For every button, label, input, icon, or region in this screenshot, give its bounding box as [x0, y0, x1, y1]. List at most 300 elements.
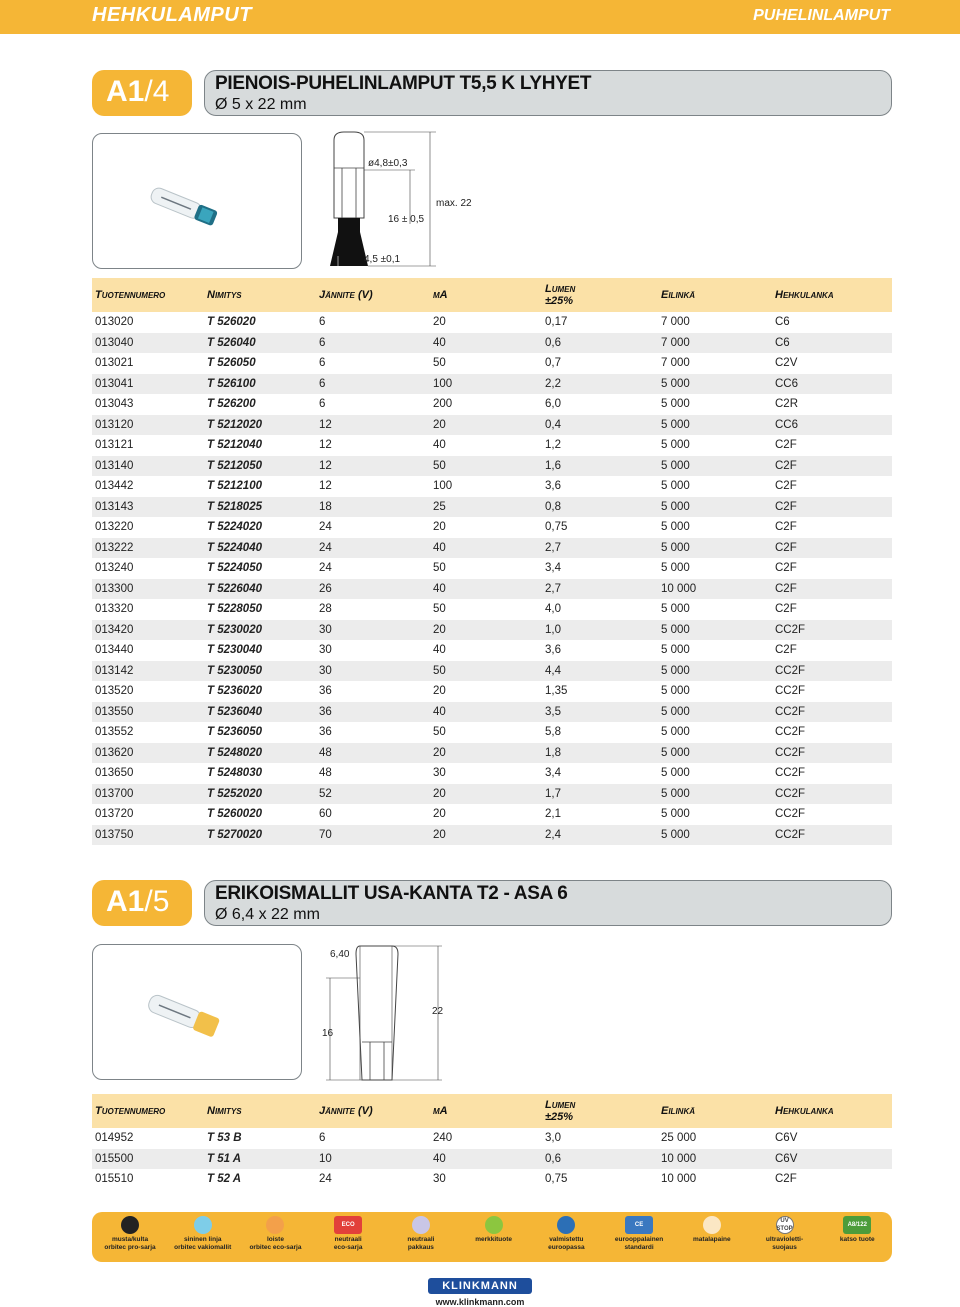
legend-item	[745, 1214, 825, 1252]
legend-sublabel: pakkaus	[407, 1244, 434, 1251]
voltage-cell: 48	[316, 763, 430, 784]
filament-cell: C2F	[772, 558, 892, 579]
milliamp-cell: 40	[430, 435, 542, 456]
lumen-cell: 2,4	[542, 825, 658, 846]
product-number-cell: 013420	[92, 620, 204, 641]
table-row	[92, 784, 892, 805]
lifetime-cell: 5 000	[658, 538, 772, 559]
table-row	[92, 394, 892, 415]
milliamp-cell: 50	[430, 661, 542, 682]
legend-label: merkkituote	[475, 1236, 513, 1243]
package-icon	[412, 1216, 430, 1234]
milliamp-cell: 20	[430, 681, 542, 702]
col-name: Nimitys	[204, 1094, 316, 1128]
table-row	[92, 579, 892, 600]
voltage-cell: 36	[316, 722, 430, 743]
product-number-cell: 013041	[92, 374, 204, 395]
table-row	[92, 476, 892, 497]
milliamp-cell: 40	[430, 702, 542, 723]
product-number-cell: 013720	[92, 804, 204, 825]
filament-cell: CC2F	[772, 681, 892, 702]
lifetime-cell: 5 000	[658, 599, 772, 620]
voltage-cell: 24	[316, 517, 430, 538]
name-cell: T 5270020	[204, 825, 316, 846]
col-milliamp: mA	[430, 1094, 542, 1128]
product-number-cell: 013142	[92, 661, 204, 682]
voltage-cell: 60	[316, 804, 430, 825]
section-badge: A1/4	[92, 70, 192, 116]
legend-label: neutraali	[334, 1236, 362, 1243]
black-bulb-icon	[121, 1216, 139, 1234]
product-number-cell: 013520	[92, 681, 204, 702]
milliamp-cell: 30	[430, 763, 542, 784]
table-row	[92, 1128, 892, 1149]
milliamp-cell: 25	[430, 497, 542, 518]
filament-cell: C2F	[772, 456, 892, 477]
milliamp-cell: 50	[430, 558, 542, 579]
voltage-cell: 36	[316, 681, 430, 702]
filament-cell: C2V	[772, 353, 892, 374]
col-voltage: Jännite (V)	[316, 278, 430, 312]
table-row	[92, 763, 892, 784]
table-row	[92, 640, 892, 661]
legend-item	[672, 1214, 752, 1244]
lumen-cell: 5,8	[542, 722, 658, 743]
lumen-cell: 6,0	[542, 394, 658, 415]
eu-stars-icon	[557, 1216, 575, 1234]
lifetime-cell: 5 000	[658, 661, 772, 682]
table-row	[92, 661, 892, 682]
lumen-cell: 0,8	[542, 497, 658, 518]
glow-bulb-icon	[266, 1216, 284, 1234]
col-name: Nimitys	[204, 278, 316, 312]
filament-cell: C2F	[772, 517, 892, 538]
lifetime-cell: 10 000	[658, 1149, 772, 1170]
milliamp-cell: 40	[430, 1149, 542, 1170]
voltage-cell: 30	[316, 640, 430, 661]
filament-cell: C2F	[772, 435, 892, 456]
product-number-cell: 013442	[92, 476, 204, 497]
milliamp-cell: 30	[430, 1169, 542, 1190]
product-number-cell: 013020	[92, 312, 204, 333]
legend-sublabel: euroopassa	[548, 1244, 585, 1251]
product-number-cell: 013043	[92, 394, 204, 415]
lumen-cell: 4,0	[542, 599, 658, 620]
lifetime-cell: 5 000	[658, 415, 772, 436]
section-subtitle: Ø 6,4 x 22 mm	[215, 906, 320, 923]
lumen-cell: 2,2	[542, 374, 658, 395]
name-cell: T 5224020	[204, 517, 316, 538]
milliamp-cell: 20	[430, 743, 542, 764]
name-cell: T 5228050	[204, 599, 316, 620]
col-product-number: Tuotennumero	[92, 278, 204, 312]
section-badge: A1/5	[92, 880, 192, 926]
lumen-cell: 0,75	[542, 517, 658, 538]
lifetime-cell: 5 000	[658, 456, 772, 477]
subcategory-title: PUHELINLAMPUT	[753, 7, 890, 24]
voltage-cell: 6	[316, 374, 430, 395]
lifetime-cell: 5 000	[658, 763, 772, 784]
lifetime-cell: 5 000	[658, 374, 772, 395]
lamp-photo	[93, 134, 303, 270]
lifetime-cell: 10 000	[658, 1169, 772, 1190]
table-row	[92, 825, 892, 846]
dim-body-length: 16	[322, 1028, 334, 1039]
lumen-cell: 3,6	[542, 640, 658, 661]
lifetime-cell: 7 000	[658, 353, 772, 374]
dim-body-length: 16 ± 0,5	[388, 214, 425, 225]
name-cell: T 5212100	[204, 476, 316, 497]
legend-band	[92, 1212, 892, 1262]
table-row	[92, 538, 892, 559]
klinkmann-logo[interactable]: KLINKMANN	[428, 1278, 532, 1294]
product-number-cell: 013140	[92, 456, 204, 477]
name-cell: T 5212040	[204, 435, 316, 456]
lifetime-cell: 5 000	[658, 640, 772, 661]
filament-cell: C2F	[772, 476, 892, 497]
eco-icon: ECO	[334, 1216, 362, 1234]
voltage-cell: 24	[316, 538, 430, 559]
name-cell: T 52 A	[204, 1169, 316, 1190]
table-row	[92, 620, 892, 641]
lumen-cell: 3,4	[542, 763, 658, 784]
product-number-cell: 015510	[92, 1169, 204, 1190]
legend-label: sininen linja	[183, 1236, 222, 1243]
dim-total-length: 22	[432, 1006, 444, 1017]
filament-cell: CC2F	[772, 763, 892, 784]
lifetime-cell: 5 000	[658, 558, 772, 579]
table-row	[92, 374, 892, 395]
milliamp-cell: 20	[430, 804, 542, 825]
col-lifetime: Eilinkä	[658, 1094, 772, 1128]
product-number-cell: 013220	[92, 517, 204, 538]
name-cell: T 5212050	[204, 456, 316, 477]
col-product-number: Tuotennumero	[92, 1094, 204, 1128]
lifetime-cell: 5 000	[658, 804, 772, 825]
dim-diameter: ø4,8±0,3	[368, 158, 408, 169]
ce-icon: CE	[625, 1216, 653, 1234]
lifetime-cell: 5 000	[658, 702, 772, 723]
lifetime-cell: 7 000	[658, 312, 772, 333]
name-cell: T 53 B	[204, 1128, 316, 1149]
filament-cell: CC2F	[772, 661, 892, 682]
product-photo-frame	[92, 944, 302, 1080]
lumen-cell: 1,35	[542, 681, 658, 702]
name-cell: T 526020	[204, 312, 316, 333]
legend-item	[235, 1214, 315, 1252]
milliamp-cell: 200	[430, 394, 542, 415]
website-url[interactable]: www.klinkmann.com	[435, 1297, 525, 1307]
filament-cell: C6V	[772, 1128, 892, 1149]
product-photo-frame	[92, 133, 302, 269]
lumen-cell: 1,8	[542, 743, 658, 764]
table-row	[92, 312, 892, 333]
milliamp-cell: 50	[430, 599, 542, 620]
legend-sublabel: orbitec vakiomallit	[174, 1244, 232, 1251]
voltage-cell: 12	[316, 415, 430, 436]
legend-label: neutraali	[407, 1236, 435, 1243]
legend-sublabel: standardi	[624, 1244, 654, 1251]
category-title: HEHKULAMPUT	[92, 4, 252, 26]
name-cell: T 5248030	[204, 763, 316, 784]
filament-cell: CC2F	[772, 620, 892, 641]
low-pressure-icon	[703, 1216, 721, 1234]
lumen-cell: 0,17	[542, 312, 658, 333]
table-row	[92, 1149, 892, 1170]
milliamp-cell: 50	[430, 722, 542, 743]
section-title-box	[204, 70, 892, 116]
filament-cell: CC6	[772, 374, 892, 395]
section-title-box	[204, 880, 892, 926]
name-cell: T 5224040	[204, 538, 316, 559]
product-number-cell: 013143	[92, 497, 204, 518]
voltage-cell: 48	[316, 743, 430, 764]
legend-label: valmistettu	[549, 1236, 584, 1243]
product-number-cell: 013700	[92, 784, 204, 805]
lifetime-cell: 5 000	[658, 497, 772, 518]
col-voltage: Jännite (V)	[316, 1094, 430, 1128]
product-number-cell: 013021	[92, 353, 204, 374]
lumen-cell: 4,4	[542, 661, 658, 682]
table-row	[92, 456, 892, 477]
voltage-cell: 36	[316, 702, 430, 723]
lumen-cell: 3,0	[542, 1128, 658, 1149]
lifetime-cell: 7 000	[658, 333, 772, 354]
product-number-cell: 013240	[92, 558, 204, 579]
filament-cell: C2F	[772, 599, 892, 620]
lumen-cell: 3,4	[542, 558, 658, 579]
milliamp-cell: 50	[430, 353, 542, 374]
lifetime-cell: 5 000	[658, 784, 772, 805]
voltage-cell: 6	[316, 1128, 430, 1149]
table-row	[92, 743, 892, 764]
lifetime-cell: 5 000	[658, 394, 772, 415]
filament-cell: CC2F	[772, 702, 892, 723]
voltage-cell: 28	[316, 599, 430, 620]
filament-cell: C2F	[772, 640, 892, 661]
filament-cell: C6	[772, 333, 892, 354]
section-1-dimension-drawing	[320, 128, 480, 270]
legend-sublabel: eco-sarja	[333, 1244, 363, 1251]
product-number-cell: 013750	[92, 825, 204, 846]
legend-item	[308, 1214, 388, 1252]
table-row	[92, 558, 892, 579]
voltage-cell: 52	[316, 784, 430, 805]
voltage-cell: 30	[316, 620, 430, 641]
col-filament: Hehkulanka	[772, 1094, 892, 1128]
milliamp-cell: 100	[430, 476, 542, 497]
name-cell: T 526100	[204, 374, 316, 395]
filament-cell: C2F	[772, 497, 892, 518]
product-number-cell: 015500	[92, 1149, 204, 1170]
name-cell: T 5248020	[204, 743, 316, 764]
milliamp-cell: 40	[430, 640, 542, 661]
voltage-cell: 18	[316, 497, 430, 518]
name-cell: T 526200	[204, 394, 316, 415]
product-number-cell: 013300	[92, 579, 204, 600]
filament-cell: CC6	[772, 415, 892, 436]
legend-item	[381, 1214, 461, 1252]
filament-cell: C2F	[772, 579, 892, 600]
milliamp-cell: 20	[430, 312, 542, 333]
legend-label: musta/kulta	[111, 1236, 149, 1243]
milliamp-cell: 20	[430, 517, 542, 538]
section-title: PIENOIS-PUHELINLAMPUT T5,5 K LYHYET	[215, 73, 592, 94]
col-milliamp: mA	[430, 278, 542, 312]
name-cell: T 5236050	[204, 722, 316, 743]
name-cell: T 5236040	[204, 702, 316, 723]
table-row	[92, 804, 892, 825]
product-number-cell: 013121	[92, 435, 204, 456]
table-row	[92, 722, 892, 743]
lumen-cell: 0,4	[542, 415, 658, 436]
col-lifetime: Eilinkä	[658, 278, 772, 312]
filament-cell: C2F	[772, 1169, 892, 1190]
voltage-cell: 12	[316, 435, 430, 456]
milliamp-cell: 20	[430, 825, 542, 846]
legend-label: katso tuote	[839, 1236, 875, 1243]
voltage-cell: 30	[316, 661, 430, 682]
lumen-cell: 3,5	[542, 702, 658, 723]
lifetime-cell: 10 000	[658, 579, 772, 600]
legend-sublabel: suojaus	[772, 1244, 797, 1251]
legend-item	[526, 1214, 606, 1252]
milliamp-cell: 20	[430, 620, 542, 641]
product-number-cell: 014952	[92, 1128, 204, 1149]
table-row	[92, 1169, 892, 1190]
dim-base-width: 4,5 ±0,1	[364, 254, 401, 265]
lumen-cell: 2,7	[542, 538, 658, 559]
top-header-bar	[0, 0, 960, 34]
lumen-cell: 3,6	[542, 476, 658, 497]
legend-sublabel: orbitec pro-sarja	[104, 1244, 156, 1251]
legend-item	[163, 1214, 243, 1252]
lumen-cell: 2,7	[542, 579, 658, 600]
lifetime-cell: 5 000	[658, 681, 772, 702]
section-2-header	[92, 880, 892, 926]
legend-label: matalapaine	[693, 1236, 731, 1243]
name-cell: T 5230040	[204, 640, 316, 661]
product-number-cell: 013222	[92, 538, 204, 559]
filament-cell: C2R	[772, 394, 892, 415]
milliamp-cell: 20	[430, 415, 542, 436]
filament-cell: CC2F	[772, 804, 892, 825]
legend-item	[454, 1214, 534, 1244]
voltage-cell: 24	[316, 558, 430, 579]
section-2-dimension-drawing	[318, 942, 478, 1086]
product-number-cell: 013550	[92, 702, 204, 723]
voltage-cell: 6	[316, 353, 430, 374]
voltage-cell: 12	[316, 476, 430, 497]
legend-sublabel: orbitec eco-sarja	[249, 1244, 302, 1251]
milliamp-cell: 100	[430, 374, 542, 395]
table-row	[92, 497, 892, 518]
name-cell: T 5224050	[204, 558, 316, 579]
milliamp-cell: 40	[430, 333, 542, 354]
legend-item	[599, 1214, 679, 1252]
section-1-header	[92, 70, 892, 116]
voltage-cell: 12	[316, 456, 430, 477]
table-row	[92, 415, 892, 436]
lifetime-cell: 5 000	[658, 620, 772, 641]
legend-label: loiste	[266, 1236, 284, 1243]
lumen-cell: 0,6	[542, 333, 658, 354]
uv-stop-icon: UV STOP	[776, 1218, 793, 1232]
dim-diameter: 6,40	[330, 949, 350, 960]
lifetime-cell: 5 000	[658, 722, 772, 743]
lifetime-cell: 5 000	[658, 825, 772, 846]
name-cell: T 526040	[204, 333, 316, 354]
milliamp-cell: 240	[430, 1128, 542, 1149]
lifetime-cell: 5 000	[658, 476, 772, 497]
voltage-cell: 10	[316, 1149, 430, 1170]
name-cell: T 5230020	[204, 620, 316, 641]
filament-cell: CC2F	[772, 825, 892, 846]
voltage-cell: 6	[316, 394, 430, 415]
section-subtitle: Ø 5 x 22 mm	[215, 96, 307, 113]
table-row	[92, 353, 892, 374]
lifetime-cell: 25 000	[658, 1128, 772, 1149]
filament-cell: C6	[772, 312, 892, 333]
lumen-cell: 0,75	[542, 1169, 658, 1190]
voltage-cell: 26	[316, 579, 430, 600]
table-row	[92, 435, 892, 456]
product-number-cell: 013440	[92, 640, 204, 661]
voltage-cell: 24	[316, 1169, 430, 1190]
col-filament: Hehkulanka	[772, 278, 892, 312]
milliamp-cell: 40	[430, 538, 542, 559]
product-number-cell: 013040	[92, 333, 204, 354]
table-row	[92, 702, 892, 723]
legend-label: eurooppalainen	[614, 1236, 664, 1243]
brand-icon	[485, 1216, 503, 1234]
lumen-cell: 0,6	[542, 1149, 658, 1170]
section-1-spec-table	[92, 278, 892, 846]
milliamp-cell: 20	[430, 784, 542, 805]
legend-item	[90, 1214, 170, 1252]
see-product-icon: A8/122	[843, 1216, 871, 1234]
col-lumen: Lumen ±25%	[542, 278, 658, 312]
milliamp-cell: 50	[430, 456, 542, 477]
table-row	[92, 681, 892, 702]
name-cell: T 5252020	[204, 784, 316, 805]
legend-item	[817, 1214, 897, 1244]
filament-cell: CC2F	[772, 743, 892, 764]
lumen-cell: 1,7	[542, 784, 658, 805]
name-cell: T 5236020	[204, 681, 316, 702]
product-number-cell: 013650	[92, 763, 204, 784]
legend-label: ultravioletti-	[765, 1236, 804, 1243]
dim-max-length: max. 22	[436, 198, 472, 209]
product-number-cell: 013620	[92, 743, 204, 764]
section-title: ERIKOISMALLIT USA-KANTA T2 - ASA 6	[215, 883, 568, 904]
filament-cell: CC2F	[772, 784, 892, 805]
lumen-cell: 1,6	[542, 456, 658, 477]
name-cell: T 5218025	[204, 497, 316, 518]
blue-bulb-icon	[194, 1216, 212, 1234]
lamp-photo	[93, 945, 303, 1081]
name-cell: T 5260020	[204, 804, 316, 825]
lifetime-cell: 5 000	[658, 743, 772, 764]
lifetime-cell: 5 000	[658, 435, 772, 456]
col-lumen: Lumen ±25%	[542, 1094, 658, 1128]
product-number-cell: 013552	[92, 722, 204, 743]
name-cell: T 5230050	[204, 661, 316, 682]
filament-cell: C6V	[772, 1149, 892, 1170]
voltage-cell: 6	[316, 312, 430, 333]
section-2-spec-table	[92, 1094, 892, 1190]
lumen-cell: 1,2	[542, 435, 658, 456]
